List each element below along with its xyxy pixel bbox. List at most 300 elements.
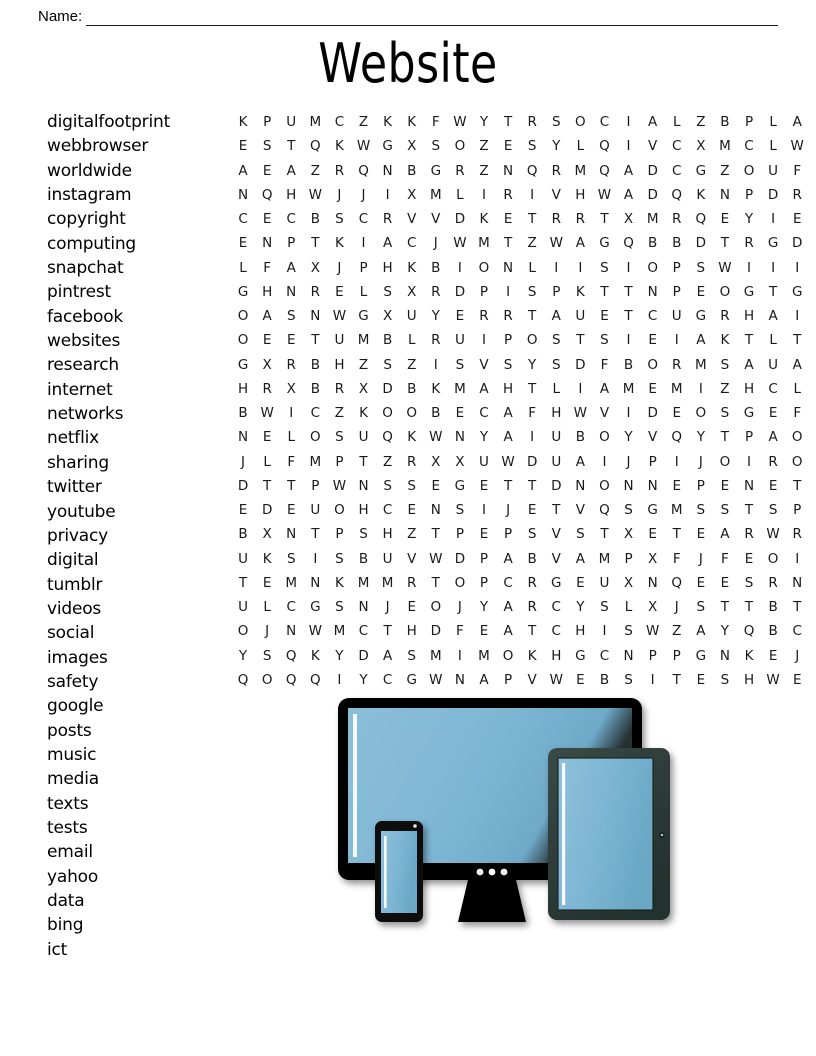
grid-letter[interactable]: T xyxy=(768,283,778,300)
grid-letter[interactable]: X xyxy=(310,259,320,276)
grid-letter[interactable]: P xyxy=(335,453,344,470)
word-list-item[interactable]: media xyxy=(47,769,99,790)
grid-letter[interactable]: M xyxy=(695,356,707,373)
grid-letter[interactable]: P xyxy=(479,550,489,567)
grid-letter[interactable]: I xyxy=(626,114,631,130)
grid-letter[interactable]: L xyxy=(576,138,585,155)
grid-letter[interactable]: S xyxy=(407,477,416,494)
grid-letter[interactable]: S xyxy=(527,283,537,300)
grid-letter[interactable]: I xyxy=(795,308,800,324)
grid-letter[interactable]: E xyxy=(527,502,537,518)
grid-letter[interactable]: N xyxy=(792,574,803,591)
word-list-item[interactable]: digital xyxy=(47,550,99,571)
grid-letter[interactable]: A xyxy=(623,186,634,203)
grid-letter[interactable]: G xyxy=(743,283,755,300)
grid-letter[interactable]: V xyxy=(648,429,658,446)
grid-letter[interactable]: K xyxy=(744,647,754,664)
grid-letter[interactable]: C xyxy=(382,671,393,688)
grid-letter[interactable]: A xyxy=(479,380,489,397)
grid-letter[interactable]: T xyxy=(793,599,802,615)
grid-letter[interactable]: M xyxy=(719,138,731,155)
grid-letter[interactable]: G xyxy=(695,308,707,324)
grid-letter[interactable]: Q xyxy=(599,502,610,518)
grid-letter[interactable]: D xyxy=(792,235,803,252)
grid-letter[interactable]: L xyxy=(793,380,801,397)
grid-letter[interactable]: F xyxy=(600,356,609,373)
grid-letter[interactable]: E xyxy=(720,211,730,227)
grid-letter[interactable]: G xyxy=(382,138,393,155)
grid-letter[interactable]: U xyxy=(671,308,682,324)
grid-letter[interactable]: K xyxy=(359,405,368,421)
grid-letter[interactable]: O xyxy=(575,114,586,130)
grid-letter[interactable]: T xyxy=(744,599,754,615)
grid-letter[interactable]: R xyxy=(407,453,417,470)
grid-letter[interactable]: E xyxy=(576,671,585,688)
grid-letter[interactable]: I xyxy=(506,283,511,300)
grid-letter[interactable]: R xyxy=(575,211,586,227)
grid-letter[interactable]: H xyxy=(382,526,393,543)
word-list-item[interactable]: worldwide xyxy=(47,160,132,181)
grid-letter[interactable]: W xyxy=(766,671,780,688)
grid-letter[interactable]: X xyxy=(382,308,393,324)
grid-letter[interactable]: R xyxy=(431,332,441,349)
grid-letter[interactable]: T xyxy=(744,332,754,349)
grid-letter[interactable]: F xyxy=(431,114,440,130)
grid-letter[interactable]: B xyxy=(238,526,248,543)
grid-letter[interactable]: T xyxy=(311,332,320,349)
word-list-item[interactable]: tumblr xyxy=(47,574,103,595)
grid-letter[interactable]: O xyxy=(334,502,345,518)
grid-letter[interactable]: O xyxy=(310,429,321,446)
grid-letter[interactable]: E xyxy=(768,405,778,421)
grid-letter[interactable]: C xyxy=(599,647,610,664)
grid-letter[interactable]: E xyxy=(407,599,416,615)
grid-letter[interactable]: F xyxy=(528,405,537,421)
grid-letter[interactable]: S xyxy=(720,671,730,688)
grid-letter[interactable]: T xyxy=(600,211,609,227)
grid-letter[interactable]: K xyxy=(310,647,320,664)
grid-letter[interactable]: D xyxy=(767,186,779,203)
grid-letter[interactable]: J xyxy=(506,502,511,518)
grid-letter[interactable]: A xyxy=(792,114,802,130)
grid-letter[interactable]: E xyxy=(672,477,681,494)
grid-letter[interactable]: S xyxy=(551,332,561,349)
grid-letter[interactable]: R xyxy=(479,308,489,324)
grid-letter[interactable]: V xyxy=(575,502,585,518)
grid-letter[interactable]: H xyxy=(551,647,562,664)
grid-letter[interactable]: B xyxy=(407,162,417,179)
grid-letter[interactable]: F xyxy=(287,453,296,470)
grid-letter[interactable]: D xyxy=(695,235,707,252)
word-list-item[interactable]: pintrest xyxy=(47,282,111,303)
grid-letter[interactable]: S xyxy=(696,259,706,276)
grid-letter[interactable]: A xyxy=(479,671,489,688)
grid-letter[interactable]: V xyxy=(407,550,417,567)
grid-letter[interactable]: U xyxy=(768,356,779,373)
grid-letter[interactable]: N xyxy=(358,599,369,615)
grid-letter[interactable]: E xyxy=(262,211,272,227)
grid-letter[interactable]: P xyxy=(263,114,272,130)
grid-letter[interactable]: U xyxy=(551,453,562,470)
grid-letter[interactable]: E xyxy=(768,647,778,664)
grid-letter[interactable]: W xyxy=(332,308,347,324)
grid-letter[interactable]: W xyxy=(429,429,443,446)
grid-letter[interactable]: S xyxy=(576,526,585,543)
grid-letter[interactable]: A xyxy=(768,429,778,446)
grid-letter[interactable]: I xyxy=(385,186,390,203)
grid-letter[interactable]: T xyxy=(720,429,730,446)
grid-letter[interactable]: T xyxy=(503,235,513,252)
grid-letter[interactable]: W xyxy=(718,259,732,276)
grid-letter[interactable]: N xyxy=(719,186,730,203)
grid-letter[interactable]: Z xyxy=(672,623,682,640)
grid-letter[interactable]: H xyxy=(575,623,586,640)
name-input-blank[interactable] xyxy=(86,10,778,26)
grid-letter[interactable]: K xyxy=(431,380,441,397)
grid-letter[interactable]: T xyxy=(744,502,754,518)
grid-letter[interactable]: A xyxy=(575,235,585,252)
grid-letter[interactable]: J xyxy=(265,623,270,640)
grid-letter[interactable]: I xyxy=(602,623,607,640)
grid-letter[interactable]: A xyxy=(648,114,658,130)
grid-letter[interactable]: Q xyxy=(237,671,249,688)
grid-letter[interactable]: S xyxy=(335,429,344,446)
grid-letter[interactable]: R xyxy=(503,308,513,324)
grid-letter[interactable]: V xyxy=(648,138,658,155)
grid-letter[interactable]: T xyxy=(720,599,730,615)
grid-letter[interactable]: S xyxy=(600,332,609,349)
grid-letter[interactable]: G xyxy=(695,162,707,179)
grid-letter[interactable]: I xyxy=(457,259,462,276)
grid-letter[interactable]: R xyxy=(768,453,778,470)
grid-letter[interactable]: U xyxy=(454,332,465,349)
grid-letter[interactable]: W xyxy=(332,477,347,494)
word-list-item[interactable]: facebook xyxy=(47,306,124,327)
grid-letter[interactable]: S xyxy=(503,356,513,373)
grid-letter[interactable]: G xyxy=(454,477,466,494)
grid-letter[interactable]: X xyxy=(648,599,658,615)
grid-letter[interactable]: B xyxy=(310,211,320,227)
grid-letter[interactable]: P xyxy=(311,477,320,494)
grid-letter[interactable]: U xyxy=(358,429,369,446)
grid-letter[interactable]: R xyxy=(672,356,682,373)
grid-letter[interactable]: T xyxy=(600,283,609,300)
grid-letter[interactable]: N xyxy=(454,429,465,446)
grid-letter[interactable]: T xyxy=(287,138,296,155)
grid-letter[interactable]: R xyxy=(551,211,561,227)
grid-letter[interactable]: A xyxy=(286,162,296,179)
word-list-item[interactable]: google xyxy=(47,696,104,717)
grid-letter[interactable]: E xyxy=(696,574,706,591)
grid-letter[interactable]: S xyxy=(262,647,272,664)
grid-letter[interactable]: H xyxy=(743,380,755,397)
grid-letter[interactable]: H xyxy=(286,186,297,203)
grid-letter[interactable]: Q xyxy=(358,162,369,179)
grid-letter[interactable]: B xyxy=(527,550,537,567)
word-list-item[interactable]: networks xyxy=(47,404,124,425)
grid-letter[interactable]: S xyxy=(455,502,465,518)
grid-letter[interactable]: I xyxy=(481,332,486,349)
grid-letter[interactable]: S xyxy=(335,599,344,615)
grid-letter[interactable]: D xyxy=(382,380,393,397)
grid-letter[interactable]: V xyxy=(599,405,610,421)
grid-letter[interactable]: H xyxy=(743,671,755,688)
grid-letter[interactable]: P xyxy=(744,186,754,203)
grid-letter[interactable]: P xyxy=(479,574,489,591)
grid-letter[interactable]: I xyxy=(674,453,679,470)
grid-letter[interactable]: S xyxy=(551,114,561,130)
grid-letter[interactable]: Q xyxy=(671,574,683,591)
grid-letter[interactable]: N xyxy=(647,477,658,494)
word-list-item[interactable]: ict xyxy=(47,939,68,960)
grid-letter[interactable]: M xyxy=(478,235,490,252)
grid-letter[interactable]: E xyxy=(672,405,681,421)
grid-letter[interactable]: I xyxy=(337,671,342,688)
grid-letter[interactable]: N xyxy=(454,671,465,688)
grid-letter[interactable]: Q xyxy=(623,235,634,252)
grid-letter[interactable]: L xyxy=(552,380,561,397)
grid-letter[interactable]: B xyxy=(358,550,369,567)
grid-letter[interactable]: Y xyxy=(479,599,489,615)
grid-letter[interactable]: R xyxy=(720,308,730,324)
grid-letter[interactable]: B xyxy=(768,599,778,615)
grid-letter[interactable]: D xyxy=(454,211,466,227)
grid-letter[interactable]: G xyxy=(310,599,321,615)
grid-letter[interactable]: J xyxy=(433,235,438,252)
word-list-item[interactable]: email xyxy=(47,842,93,863)
grid-letter[interactable]: K xyxy=(334,235,344,252)
grid-letter[interactable]: T xyxy=(600,526,609,543)
grid-letter[interactable]: G xyxy=(647,502,658,518)
grid-letter[interactable]: J xyxy=(698,453,703,470)
grid-letter[interactable]: T xyxy=(793,477,802,494)
grid-letter[interactable]: H xyxy=(743,308,755,324)
grid-letter[interactable]: S xyxy=(624,671,633,688)
grid-letter[interactable]: C xyxy=(406,235,417,252)
grid-letter[interactable]: G xyxy=(575,647,586,664)
grid-letter[interactable]: C xyxy=(672,162,682,179)
grid-letter[interactable]: Y xyxy=(335,647,344,664)
grid-letter[interactable]: Q xyxy=(743,623,755,640)
grid-letter[interactable]: C xyxy=(358,211,369,227)
word-list-item[interactable]: snapchat xyxy=(47,258,124,279)
grid-letter[interactable]: M xyxy=(598,550,611,567)
grid-letter[interactable]: Z xyxy=(310,162,320,179)
grid-letter[interactable]: V xyxy=(551,550,561,567)
grid-letter[interactable]: T xyxy=(383,623,392,640)
grid-letter[interactable]: H xyxy=(406,623,417,640)
grid-letter[interactable]: O xyxy=(767,550,779,567)
grid-letter[interactable]: R xyxy=(334,380,345,397)
grid-letter[interactable]: H xyxy=(382,259,393,276)
grid-letter[interactable]: I xyxy=(433,356,438,373)
grid-letter[interactable]: V xyxy=(431,211,441,227)
grid-letter[interactable]: B xyxy=(310,356,320,373)
grid-letter[interactable]: D xyxy=(261,502,273,518)
grid-letter[interactable]: S xyxy=(624,623,633,640)
grid-letter[interactable]: C xyxy=(286,211,296,227)
word-list-item[interactable]: copyright xyxy=(47,209,126,230)
grid-letter[interactable]: I xyxy=(650,671,655,688)
grid-letter[interactable]: J xyxy=(674,599,679,615)
word-list-item[interactable]: digitalfootprint xyxy=(47,112,171,132)
grid-letter[interactable]: R xyxy=(744,526,754,543)
grid-letter[interactable]: P xyxy=(479,283,489,300)
grid-letter[interactable]: G xyxy=(599,235,610,252)
grid-letter[interactable]: N xyxy=(262,235,273,252)
grid-letter[interactable]: D xyxy=(358,647,369,664)
grid-letter[interactable]: A xyxy=(382,647,393,664)
grid-letter[interactable]: T xyxy=(359,453,368,470)
grid-letter[interactable]: S xyxy=(600,599,609,615)
grid-letter[interactable]: M xyxy=(381,574,394,591)
grid-letter[interactable]: M xyxy=(574,162,587,179)
grid-letter[interactable]: X xyxy=(286,380,296,397)
grid-letter[interactable]: Y xyxy=(720,623,730,640)
grid-letter[interactable]: E xyxy=(238,138,248,155)
grid-letter[interactable]: K xyxy=(407,429,417,446)
grid-letter[interactable]: B xyxy=(599,671,610,688)
grid-letter[interactable]: D xyxy=(454,283,466,300)
grid-letter[interactable]: I xyxy=(289,405,294,421)
grid-letter[interactable]: N xyxy=(310,574,321,591)
grid-letter[interactable]: O xyxy=(647,259,658,276)
word-list-item[interactable]: bing xyxy=(47,915,84,936)
grid-letter[interactable]: J xyxy=(361,186,366,203)
grid-letter[interactable]: A xyxy=(262,308,272,324)
grid-letter[interactable]: M xyxy=(333,623,346,640)
grid-letter[interactable]: X xyxy=(696,138,706,155)
grid-letter[interactable]: C xyxy=(672,138,682,155)
grid-letter[interactable]: E xyxy=(238,502,248,518)
grid-letter[interactable]: N xyxy=(358,477,369,494)
grid-letter[interactable]: W xyxy=(356,138,371,155)
grid-letter[interactable]: X xyxy=(358,380,369,397)
grid-letter[interactable]: Y xyxy=(744,211,754,227)
grid-letter[interactable]: E xyxy=(455,405,465,421)
grid-letter[interactable]: K xyxy=(479,211,489,227)
grid-letter[interactable]: P xyxy=(359,259,368,276)
grid-letter[interactable]: O xyxy=(406,405,418,421)
grid-letter[interactable]: O xyxy=(237,623,249,640)
grid-letter[interactable]: Q xyxy=(599,162,610,179)
grid-letter[interactable]: Z xyxy=(358,114,369,130)
grid-letter[interactable]: S xyxy=(527,526,537,543)
grid-letter[interactable]: I xyxy=(626,259,631,276)
grid-letter[interactable]: A xyxy=(382,235,393,252)
grid-letter[interactable]: M xyxy=(285,574,298,591)
grid-letter[interactable]: D xyxy=(647,162,658,179)
grid-letter[interactable]: N xyxy=(575,477,586,494)
grid-letter[interactable]: D xyxy=(575,356,586,373)
grid-letter[interactable]: N xyxy=(237,186,249,203)
word-list-item[interactable]: images xyxy=(47,647,108,668)
grid-letter[interactable]: W xyxy=(429,671,443,688)
grid-letter[interactable]: T xyxy=(528,308,537,324)
grid-letter[interactable]: R xyxy=(503,186,513,203)
grid-letter[interactable]: Y xyxy=(552,138,561,155)
grid-letter[interactable]: P xyxy=(552,283,561,300)
grid-letter[interactable]: L xyxy=(263,599,271,615)
grid-letter[interactable]: U xyxy=(479,453,489,470)
grid-letter[interactable]: O xyxy=(791,429,803,446)
grid-letter[interactable]: L xyxy=(528,259,536,276)
grid-letter[interactable]: A xyxy=(792,356,802,373)
grid-letter[interactable]: S xyxy=(335,211,344,227)
grid-letter[interactable]: C xyxy=(744,138,754,155)
grid-letter[interactable]: J xyxy=(795,647,800,664)
grid-letter[interactable]: X xyxy=(407,138,417,155)
grid-letter[interactable]: X xyxy=(455,453,465,470)
grid-letter[interactable]: L xyxy=(769,332,777,349)
grid-letter[interactable]: Q xyxy=(671,429,683,446)
grid-letter[interactable]: S xyxy=(624,502,633,518)
grid-letter[interactable]: E xyxy=(720,574,730,591)
grid-letter[interactable]: A xyxy=(623,162,634,179)
grid-letter[interactable]: L xyxy=(263,453,271,470)
grid-letter[interactable]: I xyxy=(771,259,776,276)
grid-letter[interactable]: X xyxy=(623,211,634,227)
grid-letter[interactable]: X xyxy=(648,550,658,567)
word-list-item[interactable]: privacy xyxy=(47,525,108,546)
grid-letter[interactable]: I xyxy=(674,332,679,349)
grid-letter[interactable]: W xyxy=(573,405,588,421)
word-list-item[interactable]: posts xyxy=(47,720,92,741)
grid-letter[interactable]: N xyxy=(623,647,634,664)
grid-letter[interactable]: W xyxy=(308,186,322,203)
grid-letter[interactable]: P xyxy=(504,671,513,688)
grid-letter[interactable]: V xyxy=(479,356,489,373)
grid-letter[interactable]: Y xyxy=(359,671,368,688)
grid-letter[interactable]: L xyxy=(769,138,777,155)
grid-letter[interactable]: T xyxy=(431,526,440,543)
grid-letter[interactable]: S xyxy=(744,574,754,591)
grid-letter[interactable]: T xyxy=(672,526,681,543)
grid-letter[interactable]: K xyxy=(334,138,344,155)
grid-letter[interactable]: B xyxy=(310,380,320,397)
grid-letter[interactable]: F xyxy=(793,162,802,179)
grid-letter[interactable]: L xyxy=(287,429,295,446)
grid-letter[interactable]: S xyxy=(527,138,537,155)
grid-letter[interactable]: P xyxy=(672,259,681,276)
grid-letter[interactable]: Q xyxy=(261,186,273,203)
grid-letter[interactable]: A xyxy=(503,429,513,446)
grid-letter[interactable]: B xyxy=(768,623,778,640)
grid-letter[interactable]: E xyxy=(479,623,489,640)
grid-letter[interactable]: I xyxy=(530,429,535,446)
grid-letter[interactable]: R xyxy=(286,356,296,373)
grid-letter[interactable]: K xyxy=(696,186,706,203)
grid-letter[interactable]: D xyxy=(454,550,466,567)
grid-letter[interactable]: Y xyxy=(431,308,440,324)
grid-letter[interactable]: I xyxy=(626,138,631,155)
grid-letter[interactable]: E xyxy=(720,477,730,494)
grid-letter[interactable]: O xyxy=(719,453,731,470)
grid-letter[interactable]: A xyxy=(744,356,754,373)
grid-letter[interactable]: E xyxy=(238,235,248,252)
grid-letter[interactable]: R xyxy=(431,283,441,300)
word-list-item[interactable]: sharing xyxy=(47,452,109,473)
grid-letter[interactable]: I xyxy=(795,550,800,567)
grid-letter[interactable]: N xyxy=(286,283,297,300)
grid-letter[interactable]: M xyxy=(454,380,466,397)
grid-letter[interactable]: S xyxy=(286,308,296,324)
grid-letter[interactable]: E xyxy=(262,332,272,349)
grid-letter[interactable]: T xyxy=(576,332,585,349)
word-list-item[interactable]: social xyxy=(47,623,95,644)
grid-letter[interactable]: P xyxy=(455,526,464,543)
grid-letter[interactable]: S xyxy=(768,502,778,518)
